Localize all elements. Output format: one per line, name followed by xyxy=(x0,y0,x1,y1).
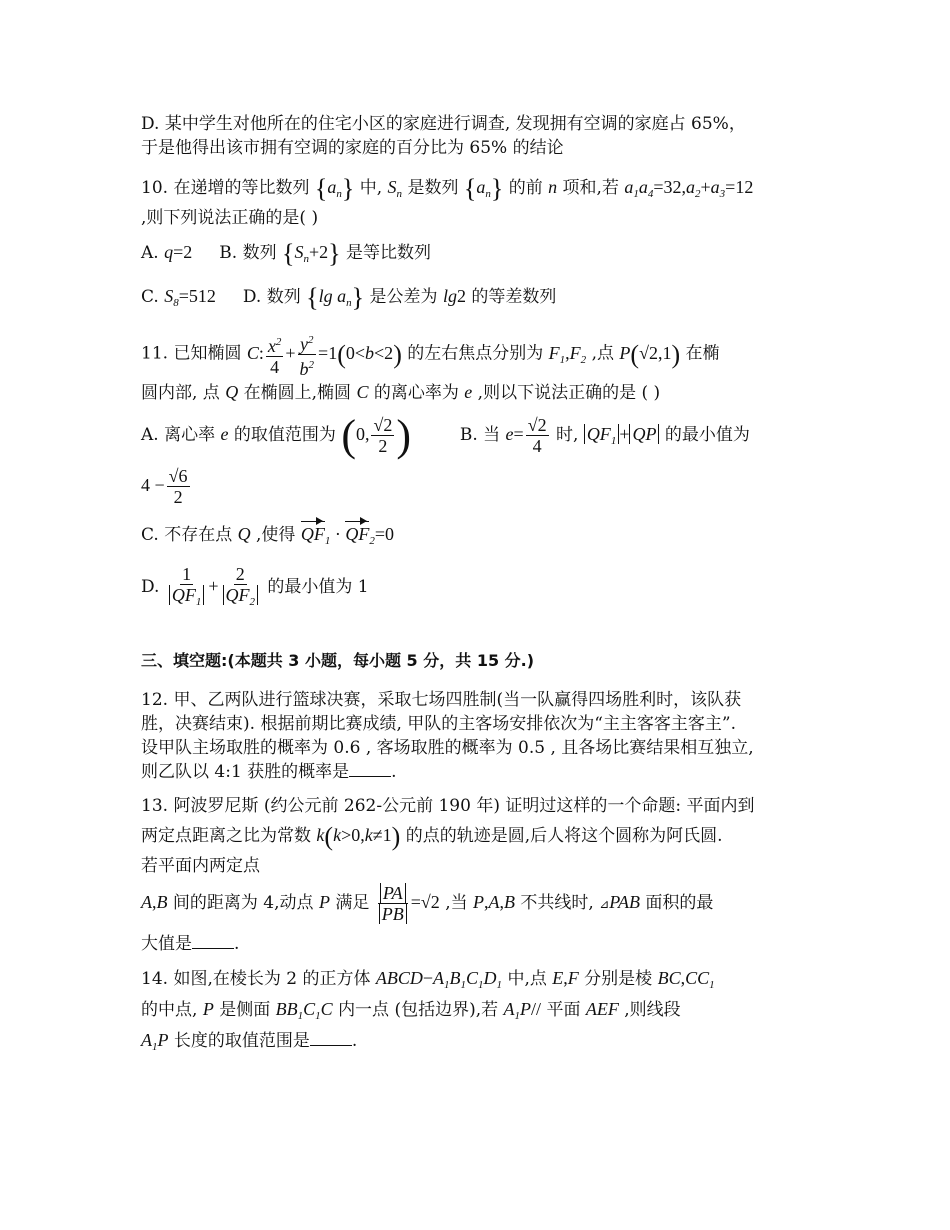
q10-options-ab: A. q=2 B. 数列 $\{S_n+2\}$ 是等比数列 xyxy=(141,238,432,268)
q10-stem-line2: ,则下列说法正确的是( ) xyxy=(141,208,319,228)
q9-d-line2: 于是他得出该市拥有空调的家庭的百分比为 65% 的结论 xyxy=(141,138,564,158)
q13-answer-blank[interactable] xyxy=(192,934,234,949)
question-12: 12. 甲、乙两队进行篮球决赛，采取七场四胜制(当一队赢得四场胜利时，该队获 胜，决赛结束). 根据前期比赛成绩, 甲队的主客场安排依次为“主主客客主客主”. 设甲队主场取胜的概率为 0.6 , 客场取胜的概率为 0.5 , 且各场比赛结果相互独立, 则乙队以 4:1 获胜的概率是 . xyxy=(141,690,754,782)
q10-condition: $a_1a_4=32,a_2+a_3=12$ xyxy=(624,177,754,200)
question-14: 14. 如图,在棱长为 2 的正方体 $ABCD-A_1B_1C_1D_1$ 中,点 E,F 分别是棱 $BC,CC_1$ 的中点, P 是侧面 $BB_1C_1C$ 内一点 (包括边界),若 $A_1P//$ 平面 AEF ,则线段 $A_1P$ 长度的取值范围是 . xyxy=(141,968,715,1053)
q9-d-line1: D. 某中学生对他所在的住宅小区的家庭进行调查, 发现拥有空调的家庭占 65%， xyxy=(141,114,746,134)
q14-answer-blank[interactable] xyxy=(310,1031,352,1046)
question-10 xyxy=(141,175,821,230)
q10-stem-line1: 10. 在递增的等比数列 $\{a_n\}$ 中, $S_n$ 是数列 $\{a_n\}$ 的前 n 项和,若 $a_1a_4=32,a_2+a_3=12$ xyxy=(141,173,754,203)
question-9-option-d xyxy=(141,112,821,160)
q10-options-cd: C. $S_8=512$ D. 数列 {lg $a_n$} 是公差为 lg2 的等差数列 xyxy=(141,282,557,312)
question-11: 11. 已知椭圆 C: $\frac{x^2}{4}$ + $\frac{y^2}{b^2}$ =1(0<b<2) 的左右焦点分别为 $F_1,F_2$ ,点 P(√2,1) 在椭 圆内部, 点 Q 在椭圆上,椭圆 C 的离心率为 e ,则以下说法正确的是 ( ) xyxy=(141,330,821,405)
q12-answer-blank[interactable] xyxy=(349,762,391,777)
question-13: 13. 阿波罗尼斯 (约公元前 262-公元前 190 年) 证明过这样的一个命题: 平面内到 两定点距离之比为常数 k(k>0,k≠1) 的点的轨迹是圆,后人将这个圆称为阿氏圆. 若平面内两定点 xyxy=(141,796,755,876)
q13-continued: A,B 间的距离为 4,动点 P 满足 $\frac{PA}{PB}$ =√2 ,当 P,A,B 不共线时, ⊿PAB 面积的最 大值是 . xyxy=(141,883,714,954)
q11-option-c: C. 不存在点 Q ,使得 $QF_1 \cdot QF_2=0$ xyxy=(141,524,394,547)
q11-options-ab: A. 离心率 e 的取值范围为 (0, $\frac{√2}{2}$ ) B. 当 e= $\frac{√2}{4}$ 时, $QF_1$ + QP 的最小值为 4 − $\frac{√6}{2}$ xyxy=(141,410,750,508)
q11-option-d: D. $\frac{1}{QF_1}$ + $\frac{2}{QF_2}$ 的最小值为 1 xyxy=(141,563,369,608)
section-3-heading: 三、填空题:(本题共 3 小题，每小题 5 分，共 15 分.) xyxy=(141,651,535,670)
